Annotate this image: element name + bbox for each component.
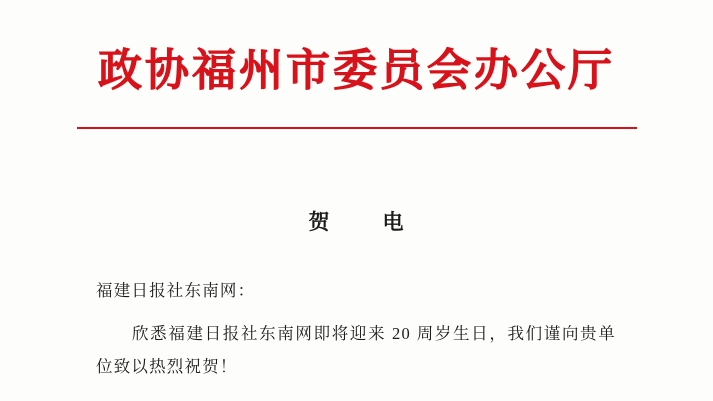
letterhead-divider [77,127,637,130]
salutation: 福建日报社东南网： [96,281,256,300]
document-title: 贺 电 [308,209,420,234]
body-paragraph: 欣悉福建日报社东南网即将迎来 20 周岁生日，我们谨向贵单位致以热烈祝贺！ [96,324,616,376]
letterhead-organization-title: 政协福州市委员会办公厅 [98,45,615,96]
letterhead [0,0,713,129]
document-body [96,206,616,383]
